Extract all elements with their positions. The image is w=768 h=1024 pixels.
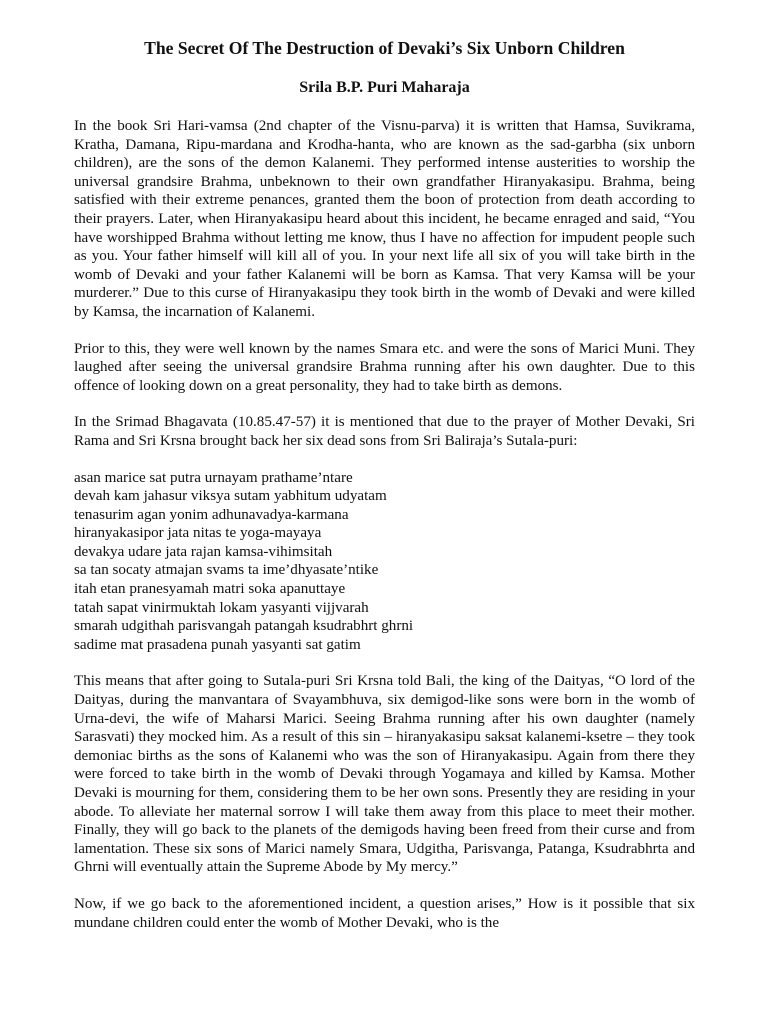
paragraph-bhagavata: In the Srimad Bhagavata (10.85.47-57) it is mentioned that due to the prayer of Mother Devaki, Sri Rama and Sri Krsna brought back her six dead sons from Sri Baliraja’s Sutala-puri: [74,414,695,449]
verse-line: asan marice sat putra urnayam prathame’ntare [74,469,353,486]
sanskrit-verse [74,469,695,655]
paragraph-verse-meaning: This means that after going to Sutala-puri Sri Krsna told Bali, the king of the Daityas, “O lord of the Daityas, during the manvantara of Svayambhuva, six demigod-like sons were born in the womb of Urna-devi, the wife of Maharsi Marici. Seeing Brahma running after his own daughter (namely Sarasvati) they mocked him. As a result of this sin – hiranyakasipu saksat kalanemi-ksetre – they took demoniac births as the sons of Kalanemi who was the son of Hiranyakasipu. Again from there they were forced to take birth in the womb of Devaki through Yogamaya and killed by Kamsa. Mother Devaki is mourning for them, considering them to be her own sons. Presently they are residing in your abode. To alleviate her maternal sorrow I will take them away from this place to meet their mother. Finally, they will go back to the planets of the demigods having been freed from their curse and from lamentation. These six sons of Marici namely Smara, Udgitha, Parisvanga, Patanga, Ksudrabhrta and Ghrni will eventually attain the Supreme Abode by My mercy.” [74,673,695,876]
verse-line: hiranyakasipor jata nitas te yoga-mayaya [74,525,322,542]
verse-line: tenasurim agan yonim adhunavadya-karmana [74,506,349,523]
verse-line: itah etan pranesyamah matri soka apanuttaye [74,581,346,598]
verse-line: sadime mat prasadena punah yasyanti sat gatim [74,636,361,653]
paragraph-question: Now, if we go back to the aforementioned incident, a question arises,” How is it possible that six mundane children could enter the womb of Mother Devaki, who is the [74,895,695,931]
verse-line: sa tan socaty atmajan svams ta ime’dhyasate’ntike [74,562,379,579]
verse-line: devakya udare jata rajan kamsa-vihimsitah [74,543,333,560]
verse-line: devah kam jahasur viksya sutam yabhitum udyatam [74,488,387,505]
verse-line: smarah udgithah parisvangah patangah ksudrabhrt ghrni [74,618,414,635]
verse-line: tatah sapat vinirmuktah lokam yasyanti vijjvarah [74,599,369,616]
document-author: Srila B.P. Puri Maharaja [299,79,470,96]
document-title: The Secret Of The Destruction of Devaki’s Six Unborn Children [144,38,625,58]
document-page [74,0,695,932]
paragraph-marici-sons: Prior to this, they were well known by the names Smara etc. and were the sons of Marici Muni. They laughed after seeing the universal grandsire Brahma running after his own daughter. Due to this offence of looking down on a great personality, they had to take birth as demons. [74,340,695,394]
paragraph-hari-vamsa: In the book Sri Hari-vamsa (2nd chapter of the Visnu-parva) it is written that Hamsa, Suvikrama, Kratha, Damana, Ripu-mardana and Krodha-hanta, who are known as the sad-garbha (six unborn children), are the sons of the demon Kalanemi. They performed intense austerities to worship the universal grandsire Brahma, unbeknown to their own grandfather Hiranyakasipu. Brahma, being satisfied with their extreme penances, granted them the boon of protection from death according to their prayers. Later, when Hiranyakasipu heard about this incident, he became enraged and said, “You have worshipped Brahma without letting me know, thus I have no affection for impudent people such as you. Your father himself will kill all of you. In your next life all six of you will take birth in the womb of Devaki and your father Kalanemi will be born as Kamsa. That very Kamsa will be your murderer.” Due to this curse of Hiranyakasipu they took birth in the womb of Devaki and were killed by Kamsa, the incarnation of Kalanemi. [74,118,695,320]
